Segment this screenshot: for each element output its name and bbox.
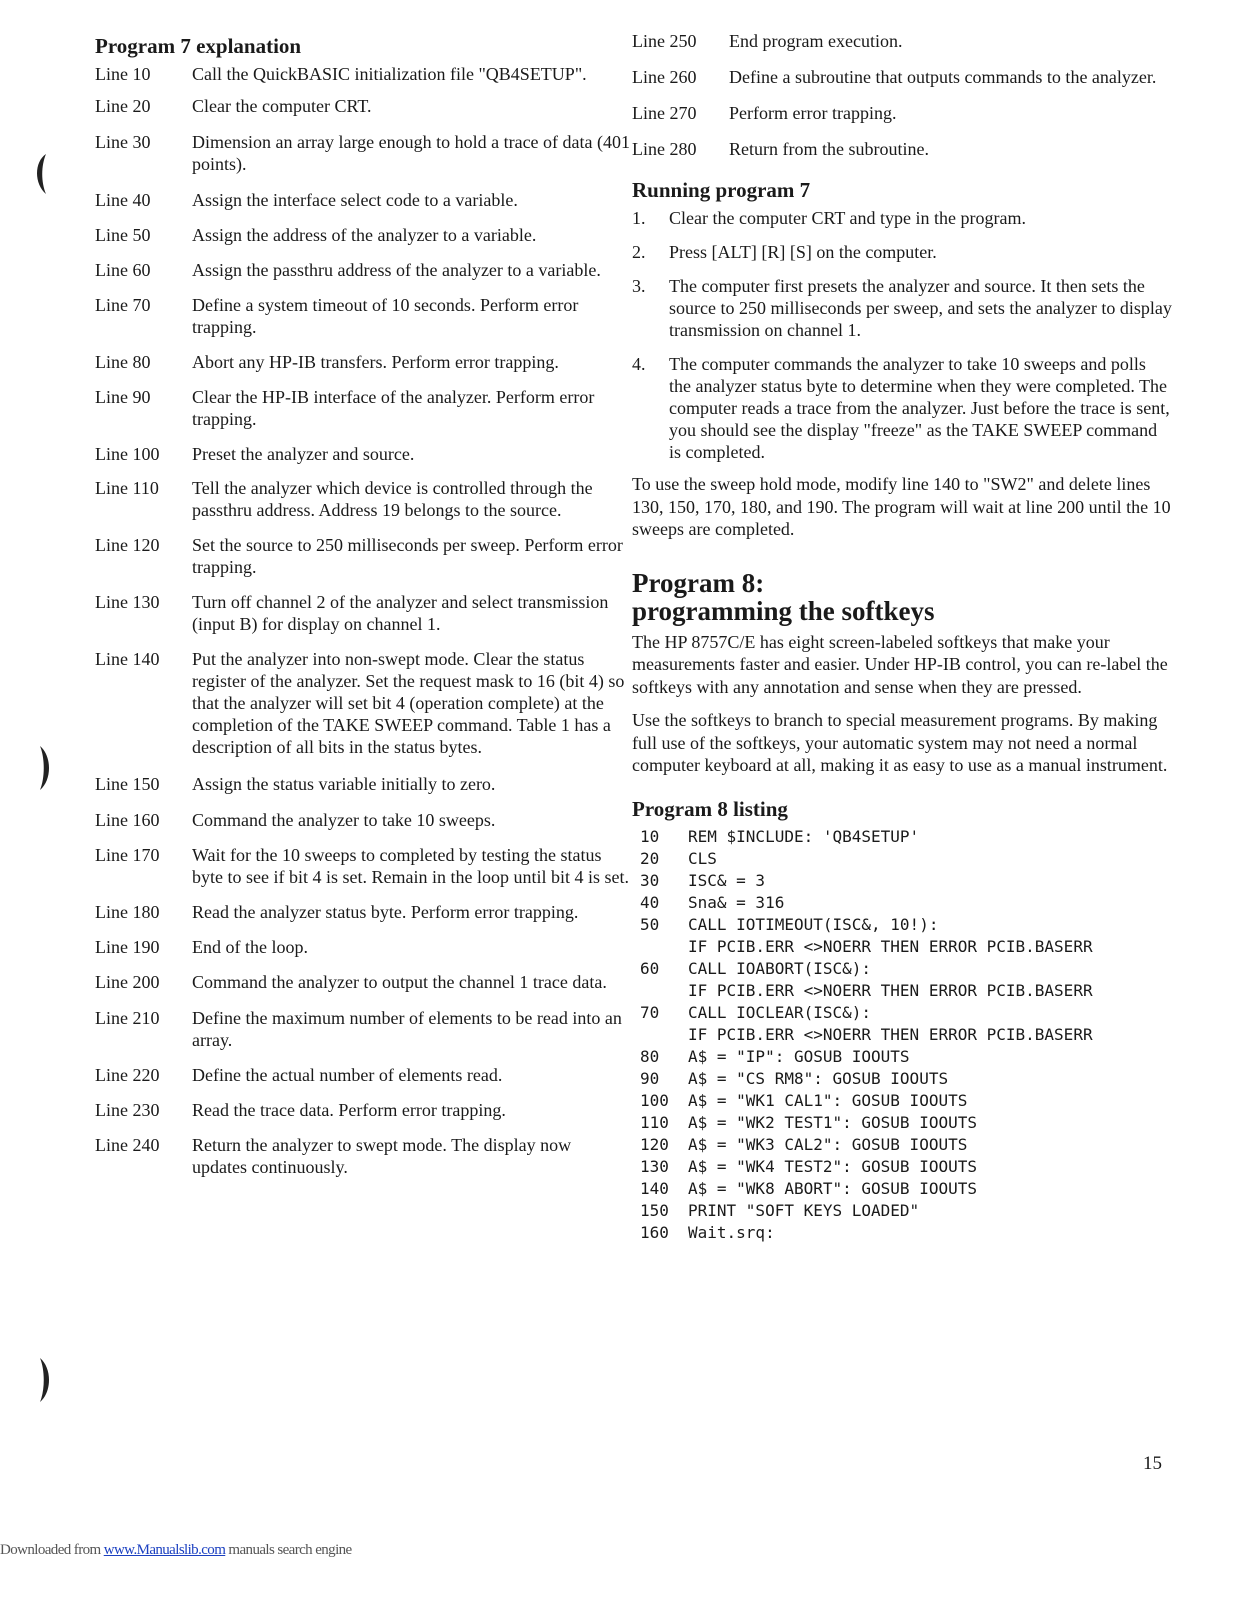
line-label: Line 250 bbox=[632, 31, 697, 51]
line-description: Clear the HP-IB interface of the analyzer. Perform error trapping. bbox=[192, 387, 595, 429]
code-line-text: A$ = "IP": GOSUB IOOUTS bbox=[688, 1046, 910, 1066]
code-line-text: A$ = "WK3 CAL2": GOSUB IOOUTS bbox=[688, 1134, 968, 1154]
footer-suffix: manuals search engine bbox=[225, 1542, 352, 1558]
program7-line-row bbox=[95, 351, 630, 373]
code-line-number: 20 bbox=[640, 848, 660, 868]
line-description: Assign the address of the analyzer to a variable. bbox=[192, 225, 537, 245]
step-number: 1. bbox=[632, 208, 646, 228]
line-label: Line 80 bbox=[95, 352, 151, 372]
program7-line-row bbox=[95, 224, 630, 246]
footer-prefix: Downloaded from bbox=[0, 1542, 104, 1558]
code-line-text: IF PCIB.ERR <>NOERR THEN ERROR PCIB.BASERR bbox=[688, 1024, 1093, 1044]
left-column bbox=[95, 34, 630, 1178]
line-label: Line 200 bbox=[95, 972, 160, 992]
program7-line-row bbox=[632, 138, 1172, 160]
code-line-number: 50 bbox=[640, 914, 660, 934]
code-line bbox=[632, 870, 1172, 892]
program8-heading-line1: Program 8: bbox=[632, 567, 765, 598]
program7-line-row bbox=[95, 809, 630, 831]
code-line-text: ISC& = 3 bbox=[688, 870, 766, 890]
program8-listing-heading: Program 8 listing bbox=[632, 796, 788, 821]
program7-line-row bbox=[95, 844, 630, 888]
step-number: 4. bbox=[632, 354, 646, 374]
line-label: Line 40 bbox=[95, 190, 151, 210]
line-label: Line 270 bbox=[632, 103, 697, 123]
line-description: Dimension an array large enough to hold a trace of data (401 points). bbox=[192, 132, 631, 174]
code-line-text: Wait.srq: bbox=[688, 1222, 775, 1242]
code-line-text: CALL IOABORT(ISC&): bbox=[688, 958, 872, 978]
program7-line-row bbox=[95, 591, 630, 635]
sweep-hold-note: To use the sweep hold mode, modify line 140 to "SW2" and delete lines 130, 150, 170, 180, and 190. The program will wait at line 200 until the 10 sweeps are completed. bbox=[632, 474, 1171, 539]
line-label: Line 30 bbox=[95, 132, 151, 152]
code-line-number bbox=[632, 980, 688, 1002]
code-line-text: CLS bbox=[688, 848, 717, 868]
page-number: 15 bbox=[1143, 1453, 1162, 1474]
program7-line-row bbox=[95, 443, 630, 465]
program8-intro-paragraph: The HP 8757C/E has eight screen-labeled softkeys that make your measurements faster and easier. Under HP-IB control, you can re-label the softkeys with any annotation and sense when they are pressed. bbox=[632, 631, 1168, 697]
code-line-text: A$ = "WK1 CAL1": GOSUB IOOUTS bbox=[688, 1090, 968, 1110]
program7-line-row bbox=[632, 66, 1172, 88]
code-line-text: REM $INCLUDE: 'QB4SETUP' bbox=[688, 826, 920, 846]
line-description: Define the actual number of elements read. bbox=[192, 1065, 503, 1085]
program7-line-row bbox=[95, 63, 630, 85]
program7-line-row bbox=[95, 971, 630, 993]
line-description: Wait for the 10 sweeps to completed by testing the status byte to see if bit 4 is set. Remain in the loop until bit 4 is set. bbox=[192, 845, 629, 887]
line-description: Command the analyzer to take 10 sweeps. bbox=[192, 810, 496, 830]
line-description: Read the analyzer status byte. Perform error trapping. bbox=[192, 902, 579, 922]
program8-heading-line2: programming the softkeys bbox=[632, 595, 935, 626]
code-line-text: CALL IOTIMEOUT(ISC&, 10!): bbox=[688, 914, 939, 934]
line-label: Line 260 bbox=[632, 67, 697, 87]
binder-hole-mark bbox=[34, 1356, 56, 1404]
program7-line-row bbox=[632, 102, 1172, 124]
code-line bbox=[632, 1200, 1172, 1222]
line-description: Read the trace data. Perform error trapping. bbox=[192, 1100, 506, 1120]
code-line bbox=[632, 1002, 1172, 1024]
line-description: Assign the status variable initially to zero. bbox=[192, 774, 496, 794]
code-line-text: A$ = "WK2 TEST1": GOSUB IOOUTS bbox=[688, 1112, 977, 1132]
line-label: Line 220 bbox=[95, 1065, 160, 1085]
code-line bbox=[632, 1134, 1172, 1156]
step-text: The computer commands the analyzer to take 10 sweeps and polls the analyzer status byte to determine when they were completed. The computer reads a trace from the analyzer. Just before the trace is sent, you should see the display "freeze" as the TAKE SWEEP command is completed. bbox=[669, 354, 1170, 462]
program7-line-row bbox=[95, 386, 630, 430]
code-line-number: 130 bbox=[640, 1156, 669, 1176]
program7-line-list bbox=[95, 63, 630, 1178]
code-line-text: IF PCIB.ERR <>NOERR THEN ERROR PCIB.BASERR bbox=[688, 980, 1093, 1000]
code-line bbox=[632, 914, 1172, 936]
running-step bbox=[632, 241, 1172, 263]
program7-line-row bbox=[95, 901, 630, 923]
program7-line-row bbox=[95, 95, 630, 117]
line-label: Line 70 bbox=[95, 295, 151, 315]
line-label: Line 130 bbox=[95, 592, 160, 612]
program7-line-row bbox=[632, 30, 1172, 52]
line-description: Command the analyzer to output the channel 1 trace data. bbox=[192, 972, 607, 992]
step-number: 2. bbox=[632, 242, 646, 262]
code-line-text: IF PCIB.ERR <>NOERR THEN ERROR PCIB.BASERR bbox=[688, 936, 1093, 956]
code-line bbox=[632, 848, 1172, 870]
line-description: Return from the subroutine. bbox=[729, 139, 929, 159]
code-line-text: Sna& = 316 bbox=[688, 892, 785, 912]
line-description: Preset the analyzer and source. bbox=[192, 444, 415, 464]
step-number: 3. bbox=[632, 276, 646, 296]
code-line-number: 120 bbox=[640, 1134, 669, 1154]
code-line-number: 80 bbox=[640, 1046, 660, 1066]
line-label: Line 160 bbox=[95, 810, 160, 830]
line-description: Clear the computer CRT. bbox=[192, 96, 372, 116]
running-step bbox=[632, 353, 1172, 463]
line-label: Line 280 bbox=[632, 139, 697, 159]
code-line bbox=[632, 1024, 1172, 1046]
code-line bbox=[632, 1222, 1172, 1244]
line-description: Define a system timeout of 10 seconds. Perform error trapping. bbox=[192, 295, 579, 337]
step-text: Press [ALT] [R] [S] on the computer. bbox=[669, 242, 937, 262]
running-step bbox=[632, 275, 1172, 341]
code-line-number: 110 bbox=[640, 1112, 669, 1132]
line-description: Set the source to 250 milliseconds per sweep. Perform error trapping. bbox=[192, 535, 623, 577]
line-label: Line 20 bbox=[95, 96, 151, 116]
code-line-number: 100 bbox=[640, 1090, 669, 1110]
line-description: End program execution. bbox=[729, 31, 903, 51]
download-footer bbox=[0, 1542, 352, 1559]
line-description: Assign the interface select code to a variable. bbox=[192, 190, 518, 210]
line-label: Line 110 bbox=[95, 478, 159, 498]
manualslib-link[interactable]: www.Manualslib.com bbox=[103, 1542, 226, 1558]
code-line-number: 90 bbox=[640, 1068, 660, 1088]
line-description: End of the loop. bbox=[192, 937, 308, 957]
line-label: Line 150 bbox=[95, 774, 160, 794]
line-description: Perform error trapping. bbox=[729, 103, 897, 123]
code-line-number: 40 bbox=[640, 892, 660, 912]
line-description: Tell the analyzer which device is controlled through the passthru address. Address 19 belongs to the source. bbox=[192, 478, 593, 520]
code-line-number: 60 bbox=[640, 958, 660, 978]
program7-line-row bbox=[95, 648, 630, 758]
line-description: Turn off channel 2 of the analyzer and select transmission (input B) for display on channel 1. bbox=[192, 592, 609, 634]
step-text: The computer first presets the analyzer and source. It then sets the source to 250 milliseconds per sweep, and sets the analyzer to display transmission on channel 1. bbox=[669, 276, 1172, 340]
line-description: Abort any HP-IB transfers. Perform error trapping. bbox=[192, 352, 559, 372]
program7-line-list-continued bbox=[632, 30, 1172, 160]
program7-line-row bbox=[95, 259, 630, 281]
code-line-number: 150 bbox=[640, 1200, 669, 1220]
line-description: Define the maximum number of elements to be read into an array. bbox=[192, 1008, 622, 1050]
line-description: Call the QuickBASIC initialization file "QB4SETUP". bbox=[192, 64, 587, 84]
line-description: Define a subroutine that outputs commands to the analyzer. bbox=[729, 67, 1157, 87]
running-step bbox=[632, 207, 1172, 229]
program7-explanation-heading: Program 7 explanation bbox=[95, 34, 302, 58]
running-program7-heading: Running program 7 bbox=[632, 178, 811, 202]
line-label: Line 120 bbox=[95, 535, 160, 555]
line-label: Line 180 bbox=[95, 902, 160, 922]
program8-softkeys-paragraph: Use the softkeys to branch to special measurement programs. By making full use of the softkeys, your automatic system may not need a normal computer keyboard at all, making it as easy to use as a manual instrument. bbox=[632, 710, 1168, 775]
program7-line-row bbox=[95, 936, 630, 958]
code-line-number: 30 bbox=[640, 870, 660, 890]
code-line-number: 140 bbox=[640, 1178, 669, 1198]
line-label: Line 140 bbox=[95, 649, 160, 669]
program7-line-row bbox=[95, 1099, 630, 1121]
program7-line-row bbox=[95, 189, 630, 211]
step-text: Clear the computer CRT and type in the program. bbox=[669, 208, 1026, 228]
code-line-text: A$ = "WK4 TEST2": GOSUB IOOUTS bbox=[688, 1156, 977, 1176]
code-line-number bbox=[632, 936, 688, 958]
code-line-text: CALL IOCLEAR(ISC&): bbox=[688, 1002, 872, 1022]
line-label: Line 60 bbox=[95, 260, 151, 280]
code-line-text: PRINT "SOFT KEYS LOADED" bbox=[688, 1200, 920, 1220]
code-line bbox=[632, 1178, 1172, 1200]
code-line bbox=[632, 1090, 1172, 1112]
code-line bbox=[632, 1112, 1172, 1134]
right-column bbox=[632, 30, 1172, 1244]
code-line bbox=[632, 980, 1172, 1002]
line-label: Line 190 bbox=[95, 937, 160, 957]
code-line bbox=[632, 958, 1172, 980]
code-line bbox=[632, 936, 1172, 958]
code-line bbox=[632, 1156, 1172, 1178]
code-line bbox=[632, 892, 1172, 914]
program8-heading bbox=[632, 569, 1172, 625]
program7-line-row bbox=[95, 773, 630, 795]
line-label: Line 50 bbox=[95, 225, 151, 245]
line-label: Line 10 bbox=[95, 64, 151, 84]
program7-line-row bbox=[95, 534, 630, 578]
line-label: Line 100 bbox=[95, 444, 160, 464]
running-program7-steps bbox=[632, 207, 1172, 463]
code-line bbox=[632, 1046, 1172, 1068]
binder-hole-mark bbox=[34, 744, 56, 792]
line-label: Line 90 bbox=[95, 387, 151, 407]
program7-line-row bbox=[95, 1064, 630, 1086]
code-line-text: A$ = "CS RM8": GOSUB IOOUTS bbox=[688, 1068, 949, 1088]
line-label: Line 210 bbox=[95, 1008, 160, 1028]
code-line-number: 160 bbox=[640, 1222, 669, 1242]
program7-line-row bbox=[95, 294, 630, 338]
program7-line-row bbox=[95, 477, 630, 521]
code-line bbox=[632, 1068, 1172, 1090]
program7-line-row bbox=[95, 1134, 630, 1178]
code-line-number bbox=[632, 1024, 688, 1046]
line-label: Line 230 bbox=[95, 1100, 160, 1120]
code-line-number: 70 bbox=[640, 1002, 660, 1022]
program7-line-row bbox=[95, 1007, 630, 1051]
line-description: Assign the passthru address of the analyzer to a variable. bbox=[192, 260, 601, 280]
line-label: Line 240 bbox=[95, 1135, 160, 1155]
binder-hole-mark bbox=[30, 152, 52, 196]
program8-code-listing bbox=[632, 826, 1172, 1244]
code-line-number: 10 bbox=[640, 826, 660, 846]
program7-line-row bbox=[95, 131, 630, 175]
code-line bbox=[632, 826, 1172, 848]
line-description: Put the analyzer into non-swept mode. Clear the status register of the analyzer. Set the request mask to 16 (bit 4) so that the analyzer will set bit 4 (operation complete) at the completion of the TAKE SWEEP command. Table 1 has a description of all bits in the status bytes. bbox=[192, 649, 625, 757]
code-line-text: A$ = "WK8 ABORT": GOSUB IOOUTS bbox=[688, 1178, 977, 1198]
line-label: Line 170 bbox=[95, 845, 160, 865]
line-description: Return the analyzer to swept mode. The display now updates continuously. bbox=[192, 1135, 572, 1177]
